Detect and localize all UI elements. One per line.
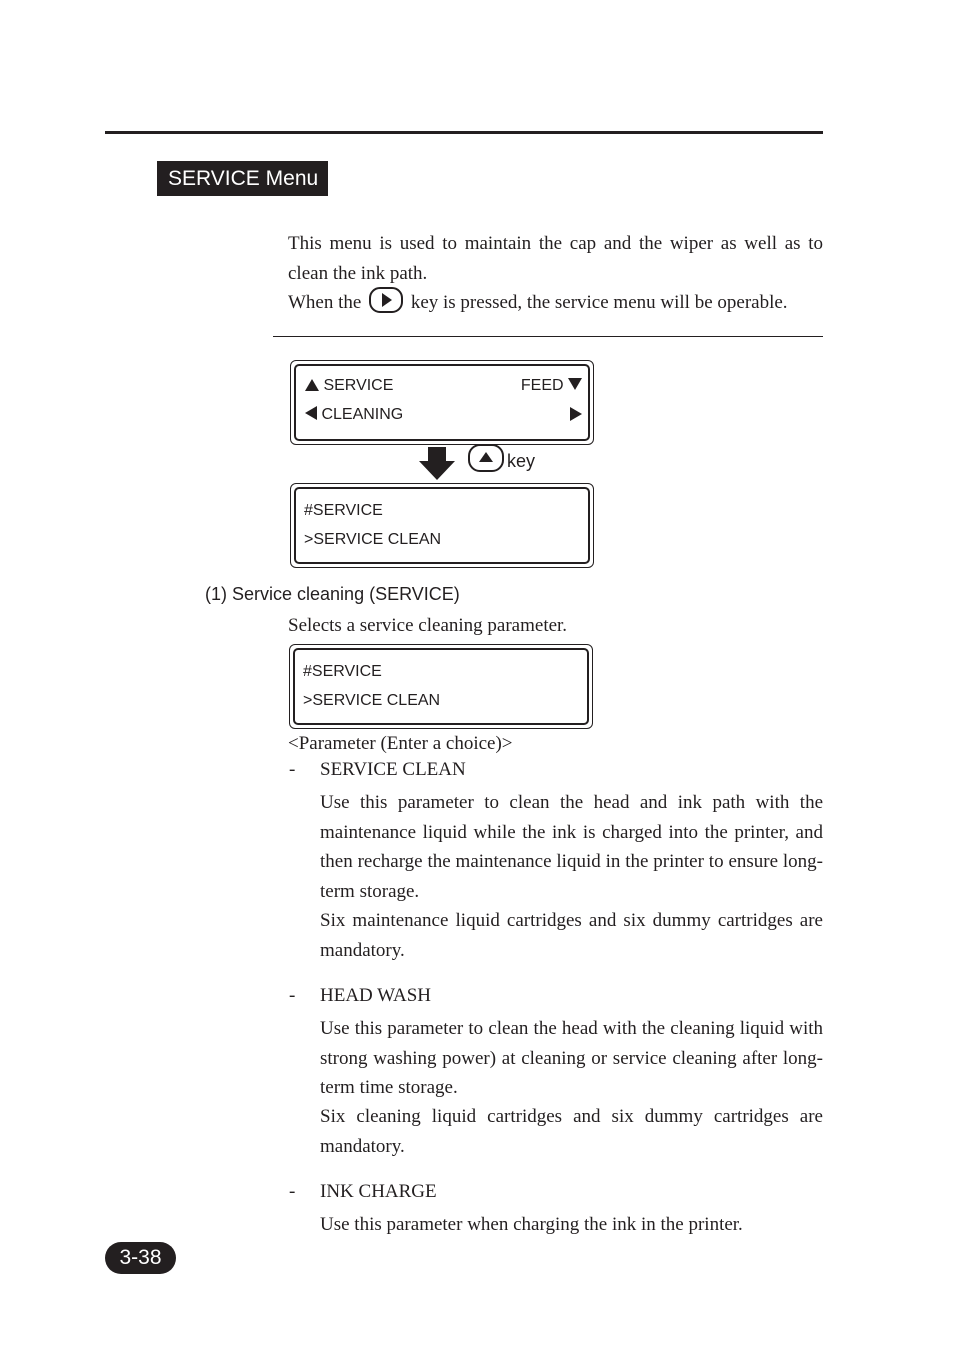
lcd-display-service-cleaning xyxy=(290,360,594,445)
intro-key-line xyxy=(288,287,788,318)
param-dash: - xyxy=(289,985,296,1006)
param-note-head-wash: Six cleaning liquid cartridges and six dummy cartridges are mandatory. xyxy=(320,1106,823,1157)
down-arrow-icon xyxy=(419,447,455,480)
param-name-service-clean: SERVICE CLEAN xyxy=(320,759,466,780)
top-rule xyxy=(105,131,823,134)
sub-section-heading: (1) Service cleaning (SERVICE) xyxy=(205,584,460,604)
up-triangle-icon xyxy=(305,379,319,391)
param-body-ink-charge: Use this parameter when charging the ink in the printer. xyxy=(320,1214,743,1235)
lcd2-row2: >SERVICE CLEAN xyxy=(304,531,442,548)
intro-paragraph: This menu is used to maintain the cap and the wiper as well as to clean the ink path. xyxy=(288,233,823,284)
param-body-service-clean: Use this parameter to clean the head and ink path with the maintenance liquid while the ink is charged into the printer, and then recharge the maintenance liquid in the printer to ensure long-term storage. xyxy=(320,792,823,902)
lcd-row1-left xyxy=(305,377,393,395)
param-dash: - xyxy=(289,1181,296,1202)
lcd-feed-label: FEED xyxy=(520,377,564,394)
section-title: SERVICE Menu xyxy=(157,161,328,196)
right-triangle-icon xyxy=(570,407,582,421)
up-arrow-key-icon xyxy=(468,444,504,472)
lcd2-row1: #SERVICE xyxy=(304,502,383,519)
lcd-row2-right xyxy=(570,407,582,426)
lcd3-row1: #SERVICE xyxy=(303,663,382,680)
lcd3-row2: >SERVICE CLEAN xyxy=(303,692,441,709)
page-number-badge: 3-38 xyxy=(105,1242,176,1274)
key-label: key xyxy=(507,451,536,471)
lcd-display-service-clean xyxy=(290,483,594,568)
lcd-row1-right xyxy=(521,377,582,395)
right-arrow-key-icon xyxy=(369,287,403,313)
param-body-head-wash: Use this parameter to clean the head with the cleaning liquid with strong washing power) at cleaning or service cleaning after long-term time storage. xyxy=(320,1018,823,1098)
parameter-heading: <Parameter (Enter a choice)> xyxy=(288,733,513,754)
section-divider xyxy=(273,336,823,337)
lcd-row2-left xyxy=(305,406,403,424)
lcd-display-parameter xyxy=(289,644,593,729)
down-triangle-icon xyxy=(568,378,582,390)
lcd-service-label: SERVICE xyxy=(323,377,394,394)
sub-section-description: Selects a service cleaning parameter. xyxy=(288,615,568,636)
left-triangle-icon xyxy=(305,406,317,420)
intro-before-key: When the xyxy=(288,292,362,313)
param-note-service-clean: Six maintenance liquid cartridges and six dummy cartridges are mandatory. xyxy=(320,910,823,961)
param-name-ink-charge: INK CHARGE xyxy=(320,1181,437,1202)
param-dash: - xyxy=(289,759,296,780)
lcd-cleaning-label: CLEANING xyxy=(321,406,404,423)
intro-after-key: key is pressed, the service menu will be operable. xyxy=(410,292,788,313)
param-name-head-wash: HEAD WASH xyxy=(320,985,432,1006)
